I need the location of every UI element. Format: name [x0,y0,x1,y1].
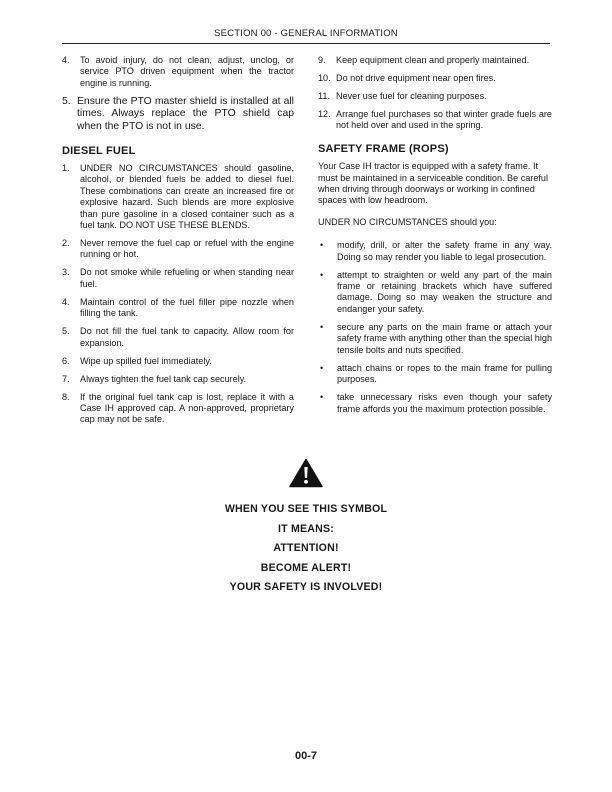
list-item [318,91,552,102]
warning-line: YOUR SAFETY IS INVOLVED! [229,581,383,593]
diesel-fuel-list [62,163,294,426]
page-number: 00-7 [294,750,318,762]
fuel-continued-list [318,55,552,132]
item-number: 12. [318,109,331,119]
list-item [62,96,294,134]
list-item [62,374,294,385]
warning-line: WHEN YOU SEE THIS SYMBOL [224,503,388,515]
item-number: 6. [62,355,70,366]
warning-line: IT MEANS: [278,522,334,535]
bullet-item [318,322,552,356]
diesel-fuel-heading: DIESEL FUEL [62,144,136,157]
bullet-icon: • [320,240,324,251]
item-text: Wipe up spilled fuel immediately. [80,355,212,366]
bullet-item [318,270,552,316]
item-number: 5. [62,326,70,337]
list-item [62,392,294,426]
bullet-icon: • [320,321,324,332]
item-text: Ensure the PTO master shield is installed at all times. Always replace the PTO shield cap when the PTO is not in use. [77,95,294,132]
item-text: Arrange fuel purchases so that winter grade fuels are not held over and used in the spring. [336,109,552,131]
bullet-text: secure any parts on the main frame or attach your safety frame with anything other than the special high tensile bolts and nuts specified. [337,321,552,355]
item-number: 11. [318,91,330,101]
bullet-text: attach chains or ropes to the main frame for pulling purposes. [337,362,552,385]
item-text: Maintain control of the fuel filler pipe nozzle when filling the tank. [80,296,294,319]
item-number: 2. [62,238,70,249]
item-text: Never use fuel for cleaning purposes. [336,91,487,101]
list-item [62,163,294,231]
item-number: 10. [318,73,331,83]
item-number: 4. [62,296,70,307]
list-item [62,326,294,349]
item-number: 5. [62,95,71,107]
bullet-text: attempt to straighten or weld any part of the main frame or retaining brackets which have suffered damage. Doing so may weaken the structure and endanger your safety. [337,269,552,314]
item-number: 4. [62,55,70,65]
item-text: To avoid injury, do not clean, adjust, unclog, or service PTO driven equipment when the tractor engine is running. [80,55,294,88]
bullet-icon: • [320,392,324,403]
bullet-item [318,240,552,263]
bullet-item [318,392,552,415]
item-text: Do not drive equipment near open fires. [336,73,496,83]
bullet-icon: • [320,362,324,373]
item-text: Do not fill the fuel tank to capacity. Allow room for expansion. [80,326,294,348]
item-number: 1. [62,163,70,173]
bullet-item [318,363,552,386]
section-title: SECTION 00 - GENERAL INFORMATION [214,28,398,39]
warning-line: ATTENTION! [273,542,339,554]
item-number: 8. [62,391,70,402]
rops-lead: UNDER NO CIRCUMSTANCES should you: [318,216,497,227]
rops-bullet-list [318,240,552,415]
item-text: Do not smoke while refueling or when standing near fuel. [80,267,294,289]
rops-intro: Your Case IH tractor is equipped with a safety frame. It must be maintained in a serviceable condition. Be careful when driving through doorways or working in confined spaces with low headroom. [318,161,548,206]
safety-alert-block [0,458,612,598]
list-item [62,238,294,261]
list-item [62,55,294,89]
item-number: 7. [62,373,70,384]
pto-list [62,55,294,134]
item-text: Keep equipment clean and properly maintained. [336,55,530,65]
bullet-text: take unnecessary risks even though your safety frame affords you the maximum protection possible. [337,392,552,414]
item-text: If the original fuel tank cap is lost, replace it with a Case IH approved cap. A non-approved, proprietary cap may not be safe. [80,391,294,425]
item-text: UNDER NO CIRCUMSTANCES should gasoline, alcohol, or blended fuels be added to diesel fuel. These combinations can create an increased fire or explosive hazard. Such blends are more explosive than pure gasoline in a closed container such as a fuel tank. DO NOT USE THESE BLENDS. [80,163,294,231]
item-number: 3. [62,267,70,278]
right-column [318,55,552,422]
list-item [62,267,294,290]
bullet-icon: • [320,269,324,280]
list-item [318,55,552,66]
item-number: 9. [318,55,326,65]
list-item [62,356,294,367]
left-column [62,55,294,432]
list-item [62,297,294,320]
list-item [318,109,552,132]
section-header [62,28,550,44]
list-item [318,73,552,84]
rops-heading: SAFETY FRAME (ROPS) [318,142,449,155]
item-text: Always tighten the fuel tank cap securely. [80,373,247,384]
warning-line: BECOME ALERT! [260,561,352,574]
item-text: Never remove the fuel cap or refuel with the engine running or hot. [80,238,294,260]
bullet-text: modify, drill, or alter the safety frame in any way. Doing so may render you liable to legal prosecution. [337,240,552,262]
warning-triangle-icon [289,458,323,488]
